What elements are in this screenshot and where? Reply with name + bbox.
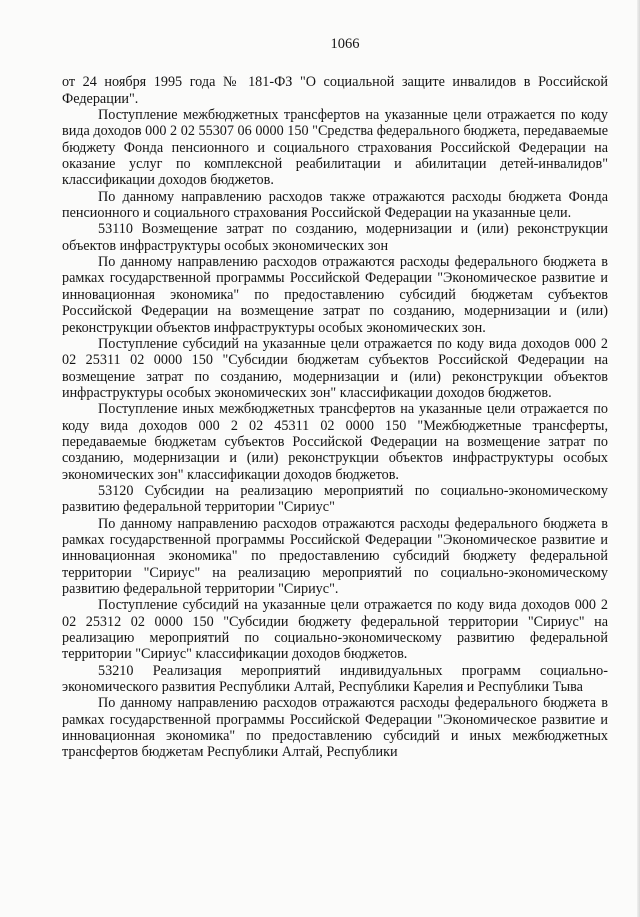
page-number: 1066 (330, 36, 360, 52)
paragraph-1: от 24 ноября 1995 года № 181-ФЗ "О социальной защите инвалидов в Российской Федерации". (62, 74, 608, 107)
section-heading-53110: 53110 Возмещение затрат по созданию, модернизации и (или) реконструкции объектов инфраструктуры особых экономических зон (62, 221, 608, 254)
section-heading-53120: 53120 Субсидии на реализацию мероприятий по социально-экономическому развитию федеральной территории "Сириус" (62, 482, 608, 516)
paragraph-10: Поступление субсидий на указанные цели отражается по коду вида доходов 000 2 02 25312 02 0000 150 "Субсидии бюджету федеральной территории "Сириус" на реализацию мероприятий по социально-экономическому развитию федеральной территории "Сириус" классификации доходов бюджетов. (62, 597, 608, 663)
paragraph-2: Поступление межбюджетных трансфертов на указанные цели отражается по коду вида доходов 000 2 02 55307 06 0000 150 "Средства федерального бюджета, передаваемые бюджету Фонда пенсионного и социального страхования Российской Федерации на оказание услуг по комплексной реабилитации и абилитации детей-инвалидов" классификации доходов бюджетов. (62, 107, 608, 189)
paragraph-5: По данному направлению расходов отражаются расходы федерального бюджета в рамках государственной программы Российской Федерации "Экономическое развитие и инновационная экономика" по предоставлению субсидий бюджетам субъектов Российской Федерации на возмещение затрат по созданию, модернизации и (или) реконструкции объектов инфраструктуры особых экономических зон. (62, 254, 608, 336)
paragraph-6: Поступление субсидий на указанные цели отражается по коду вида доходов 000 2 02 25311 02 0000 150 "Субсидии бюджетам субъектов Российской Федерации на возмещение затрат по созданию, модернизации и (или) реконструкции объектов инфраструктуры особых экономических зон" классификации доходов бюджетов. (62, 335, 608, 401)
paragraph-12: По данному направлению расходов отражаются расходы федерального бюджета в рамках государственной программы Российской Федерации "Экономическое развитие и инновационная экономика" по предоставлению субсидий и иных межбюджетных трансфертов бюджетам Республики Алтай, Республики (62, 695, 608, 761)
paragraph-7: Поступление иных межбюджетных трансфертов на указанные цели отражается по коду вида доходов 000 2 02 45311 02 0000 150 "Межбюджетные трансферты, передаваемые бюджетам субъектов Российской Федерации на возмещение затрат по созданию, модернизации и (или) реконструкции объектов инфраструктуры особых экономических зон" классификации доходов бюджетов. (62, 401, 608, 483)
paragraph-3: По данному направлению расходов также отражаются расходы бюджета Фонда пенсионного и социального страхования Российской Федерации на указанные цели. (62, 188, 608, 222)
section-heading-53210: 53210 Реализация мероприятий индивидуальных программ социально-экономического развития Республики Алтай, Республики Карелия и Республики Тыва (62, 662, 608, 696)
paragraph-9: По данному направлению расходов отражаются расходы федерального бюджета в рамках государственной программы Российской Федерации "Экономическое развитие и инновационная экономика" по предоставлению субсидий бюджету федеральной территории "Сириус" на реализацию мероприятий по социально-экономическому развитию федеральной территории "Сириус". (62, 515, 608, 597)
